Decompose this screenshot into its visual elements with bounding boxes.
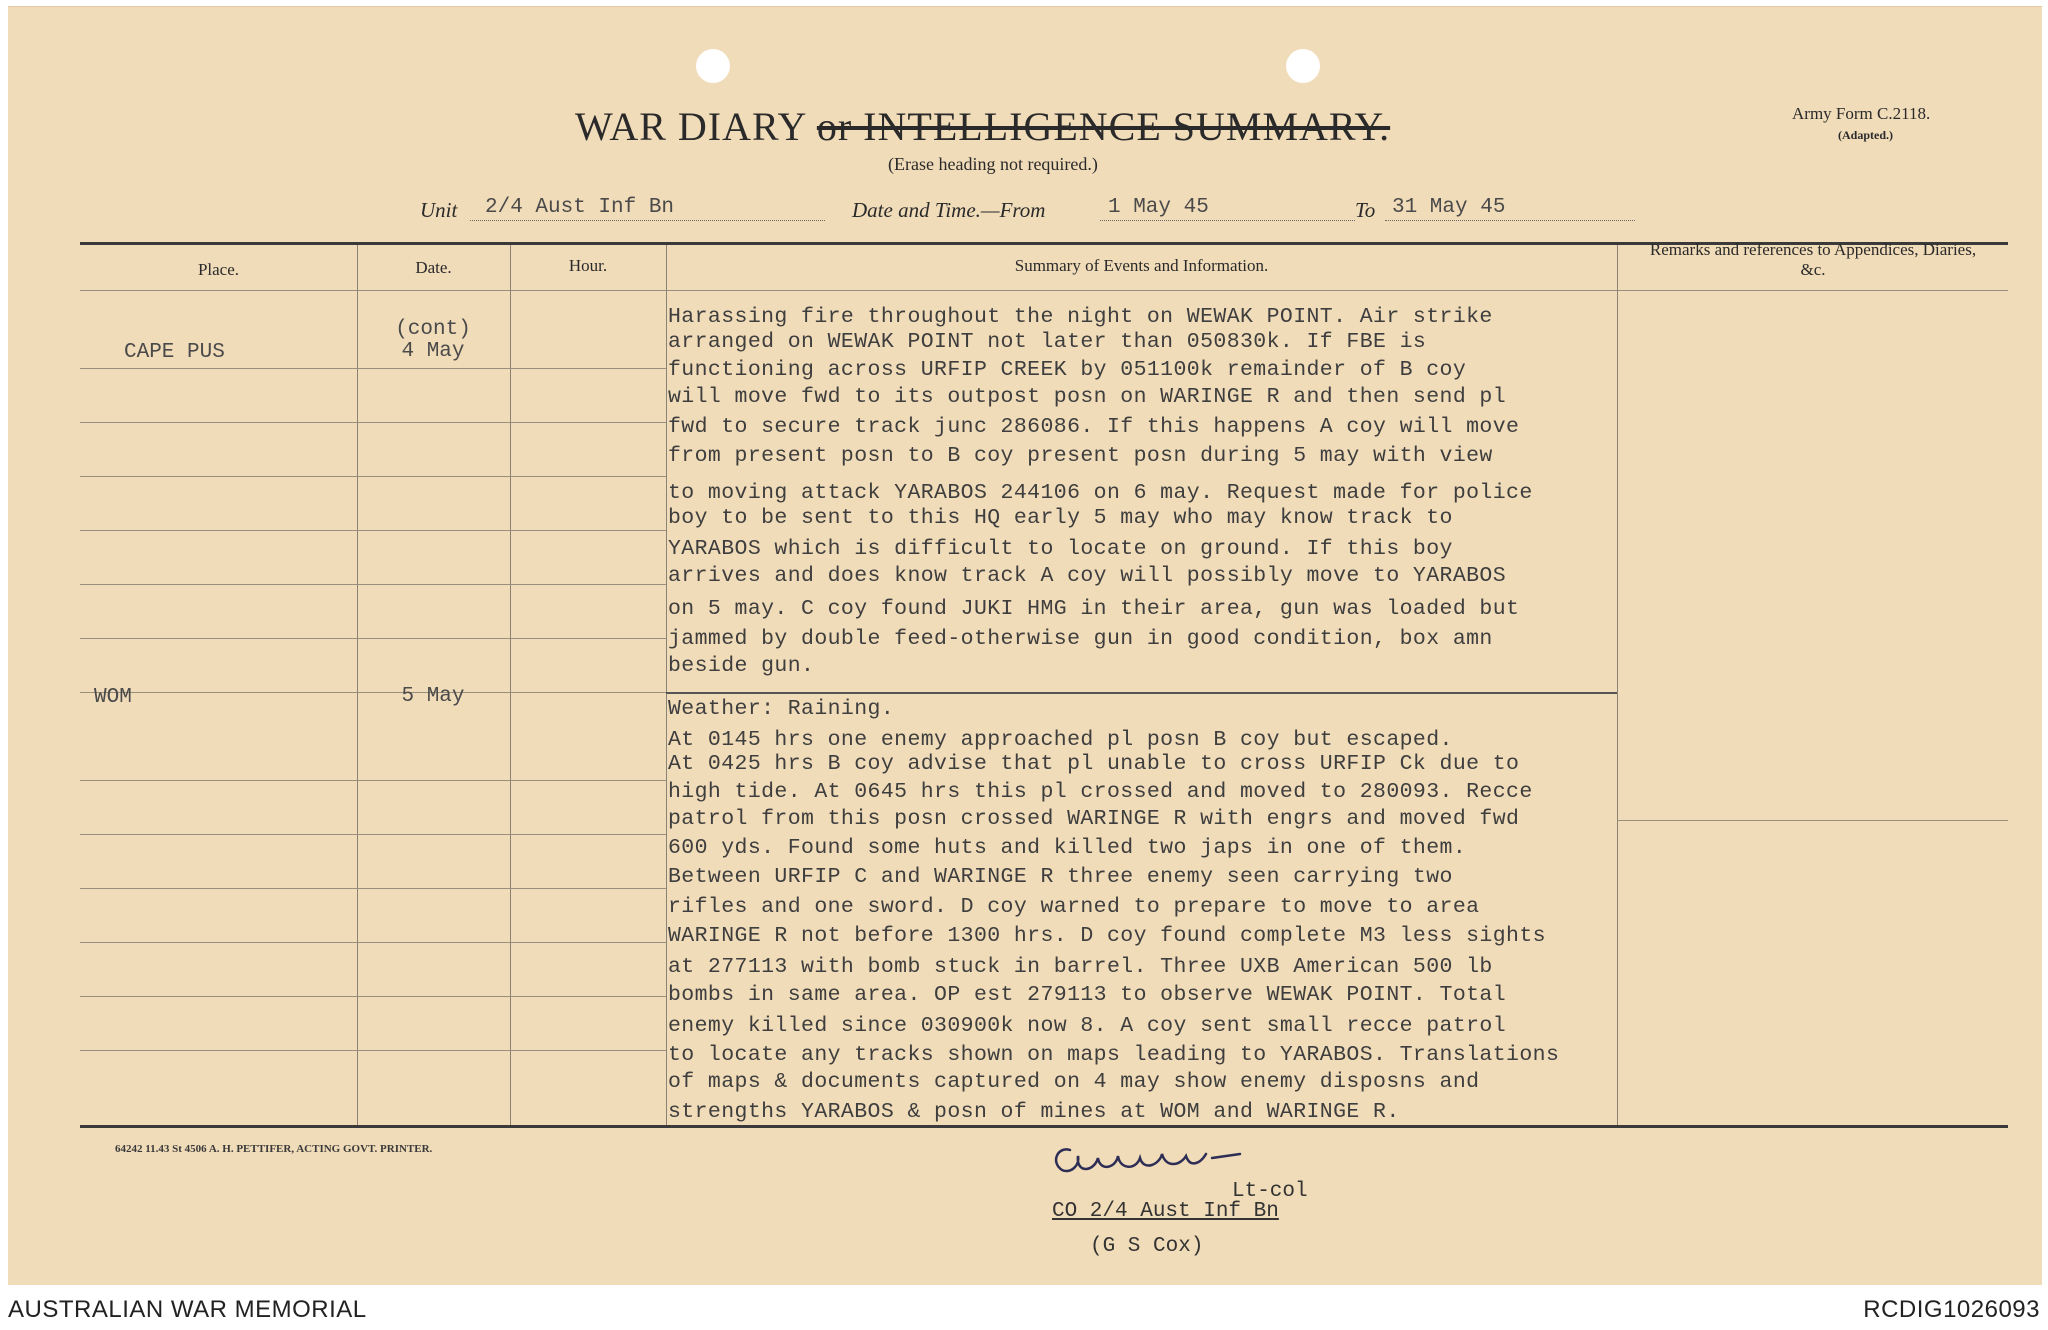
summary-line: on 5 may. C coy found JUKI HMG in their area, gun was loaded but: [668, 597, 1520, 621]
column-divider: [1617, 245, 1618, 1125]
header-date: Date.: [415, 258, 452, 277]
form-adapted: (Adapted.): [1838, 128, 1894, 142]
entry-place: WOM: [94, 686, 132, 709]
summary-line: of maps & documents captured on 4 may show enemy disposns and: [668, 1070, 1480, 1094]
summary-line: 600 yds. Found some huts and killed two japs in one of them.: [668, 836, 1467, 860]
footer-left: AUSTRALIAN WAR MEMORIAL: [8, 1296, 367, 1323]
summary-line: Between URFIP C and WARINGE R three enemy seen carrying two: [668, 865, 1453, 889]
summary-line: at 277113 with bomb stuck in barrel. Three UXB American 500 lb: [668, 955, 1493, 979]
row-rule: [80, 422, 666, 423]
date-label: Date and Time.—From: [852, 198, 1046, 222]
row-rule: [80, 368, 666, 369]
entry-divider: [666, 692, 1617, 694]
summary-line: boy to be sent to this HQ early 5 may who may know track to: [668, 506, 1453, 530]
summary-line: enemy killed since 030900k now 8. A coy sent small recce patrol: [668, 1014, 1507, 1038]
row-rule: [80, 996, 666, 997]
summary-line: YARABOS which is difficult to locate on ground. If this boy: [668, 537, 1453, 561]
summary-line: to locate any tracks shown on maps leading to YARABOS. Translations: [668, 1043, 1560, 1067]
summary-line: Harassing fire throughout the night on WEWAK POINT. Air strike: [668, 305, 1493, 329]
summary-line: strengths YARABOS & posn of mines at WOM and WARINGE R.: [668, 1100, 1400, 1124]
to-label: To: [1355, 198, 1376, 222]
row-rule: [80, 780, 666, 781]
date-from: 1 May 45: [1108, 196, 1209, 219]
summary-line: arrives and does know track A coy will possibly move to YARABOS: [668, 564, 1507, 588]
column-divider: [357, 245, 358, 1125]
printer-imprint: 64242 11.43 St 4506 A. H. PETTIFER, ACTING GOVT. PRINTER.: [115, 1143, 433, 1155]
entry-date-cont: (cont): [395, 318, 471, 341]
header-remarks: Remarks and references to Appendices, Diaries, &c.: [1649, 240, 1977, 279]
summary-line: functioning across URFIP CREEK by 051100k remainder of B coy: [668, 358, 1467, 382]
summary-line: bombs in same area. OP est 279113 to observe WEWAK POINT. Total: [668, 983, 1507, 1007]
row-rule: [80, 638, 666, 639]
summary-line: WARINGE R not before 1300 hrs. D coy found complete M3 less sights: [668, 924, 1546, 948]
row-rule: [80, 1050, 666, 1051]
summary-line: to moving attack YARABOS 244106 on 6 may. Request made for police: [668, 481, 1533, 505]
header-place: Place.: [197, 260, 240, 279]
handwritten-signature: [1040, 1128, 1270, 1188]
header-divider: [80, 290, 2008, 291]
summary-line: fwd to secure track junc 286086. If this happens A coy will move: [668, 415, 1520, 439]
date-to-underline: [1385, 220, 1635, 221]
summary-line: At 0145 hrs one enemy approached pl posn B coy but escaped.: [668, 728, 1453, 752]
summary-line: will move fwd to its outpost posn on WARINGE R and then send pl: [668, 385, 1507, 409]
punch-hole: [696, 49, 730, 83]
title-struck: or INTELLIGENCE SUMMARY.: [816, 104, 1391, 149]
row-rule: [80, 530, 666, 531]
header-summary: Summary of Events and Information.: [1014, 256, 1269, 275]
row-rule: [80, 942, 666, 943]
summary-line: At 0425 hrs B coy advise that pl unable to cross URFIP Ck due to: [668, 752, 1520, 776]
entry-date: 5 May: [401, 685, 465, 708]
summary-line: Weather: Raining.: [668, 697, 895, 721]
row-rule: [80, 834, 666, 835]
summary-line: rifles and one sword. D coy warned to prepare to move to area: [668, 895, 1480, 919]
unit-underline: [470, 220, 825, 221]
summary-line: arranged on WEWAK POINT not later than 050830k. If FBE is: [668, 330, 1427, 354]
entry-date: 4 May: [401, 340, 465, 363]
entry-place: CAPE PUS: [124, 341, 225, 364]
date-from-underline: [1100, 220, 1355, 221]
page-title: [575, 103, 1390, 150]
row-rule: [80, 888, 666, 889]
summary-line: patrol from this posn crossed WARINGE R with engrs and moved fwd: [668, 807, 1520, 831]
title-main: WAR DIARY: [575, 104, 806, 149]
summary-line: high tide. At 0645 hrs this pl crossed and moved to 280093. Recce: [668, 780, 1533, 804]
row-rule: [80, 476, 666, 477]
header-hour: Hour.: [568, 256, 608, 275]
row-rule: [1617, 820, 2008, 821]
unit-label: Unit: [420, 198, 458, 222]
summary-line: beside gun.: [668, 654, 815, 678]
footer-right: RCDIG1026093: [1863, 1296, 2040, 1323]
punch-hole: [1286, 49, 1320, 83]
summary-line: jammed by double feed-otherwise gun in good condition, box amn: [668, 627, 1493, 651]
date-to: 31 May 45: [1392, 196, 1506, 219]
signature-title: CO 2/4 Aust Inf Bn: [1052, 1200, 1279, 1223]
signature-rank: Lt-col: [1232, 1180, 1308, 1203]
row-rule: [80, 584, 666, 585]
unit-value: 2/4 Aust Inf Bn: [485, 196, 675, 219]
column-divider: [666, 245, 667, 1125]
signature-name: (G S Cox): [1090, 1235, 1204, 1258]
erase-note: (Erase heading not required.): [888, 154, 1098, 174]
column-divider: [510, 245, 511, 1125]
summary-line: from present posn to B coy present posn during 5 may with view: [668, 444, 1493, 468]
form-name: Army Form C.2118.: [1792, 104, 1931, 123]
